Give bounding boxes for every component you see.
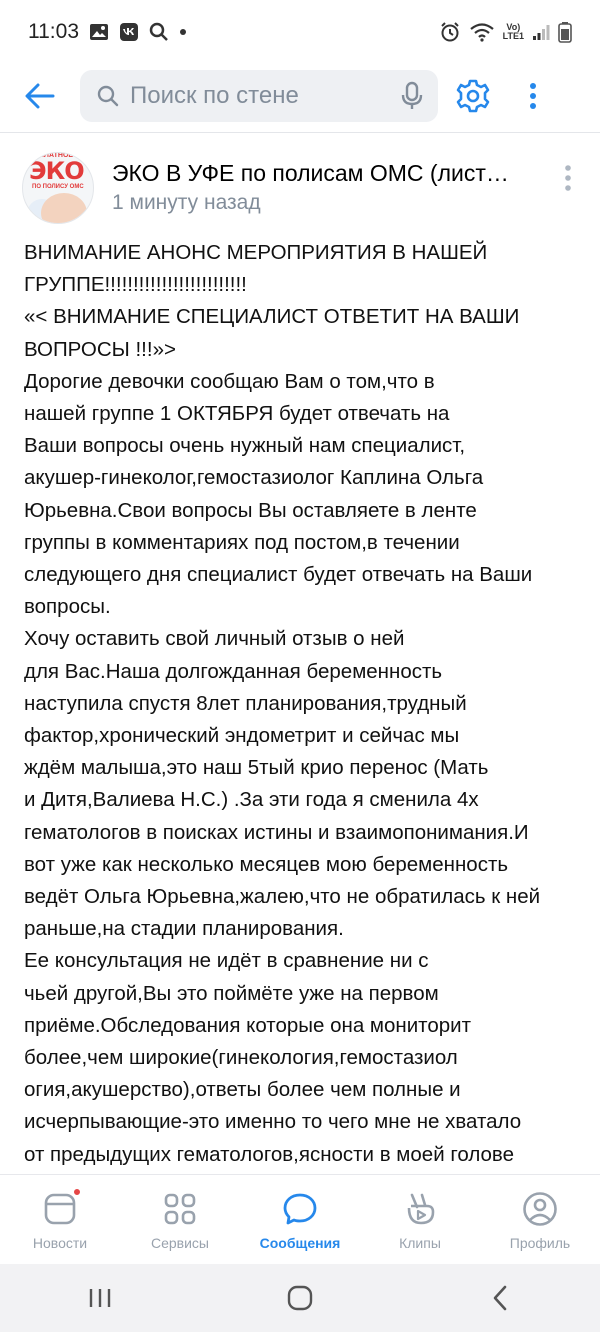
recent-apps-button[interactable] xyxy=(55,1268,145,1328)
back-button[interactable] xyxy=(0,64,80,128)
signal-icon xyxy=(532,23,550,41)
post-time: 1 минуту назад xyxy=(112,191,261,214)
tab-messages-label: Сообщения xyxy=(259,1235,341,1251)
search-notification-icon xyxy=(149,22,169,42)
microphone-button[interactable] xyxy=(400,81,424,111)
dot-notification-icon xyxy=(179,28,187,36)
lte-label: LTE1 xyxy=(502,31,524,41)
battery-icon xyxy=(558,21,572,43)
bottom-tab-bar xyxy=(0,1174,600,1264)
tab-clips-label: Клипы xyxy=(399,1235,441,1251)
microphone-icon xyxy=(400,81,424,111)
wall-header xyxy=(0,64,600,128)
news-icon xyxy=(40,1189,80,1229)
home-button[interactable] xyxy=(255,1268,345,1328)
search-placeholder: Поиск по стене xyxy=(130,82,299,109)
gear-icon xyxy=(455,78,491,114)
tab-profile-label: Профиль xyxy=(509,1235,571,1251)
search-icon xyxy=(96,84,120,108)
avatar-logo-sub: ПО ПОЛИСУ ОМС xyxy=(32,184,84,190)
vk-notification-icon xyxy=(119,22,139,42)
alarm-icon xyxy=(439,21,461,43)
lte-indicator xyxy=(503,23,524,41)
post-more-button[interactable] xyxy=(556,158,580,198)
tab-services[interactable] xyxy=(120,1189,240,1251)
more-vertical-icon xyxy=(564,164,572,192)
system-nav-bar xyxy=(0,1264,600,1332)
arrow-left-icon xyxy=(25,83,55,109)
news-badge xyxy=(72,1187,82,1197)
system-back-button[interactable] xyxy=(455,1268,545,1328)
post-author[interactable]: ЭКО В УФЕ по полисам ОМС (лист… xyxy=(112,160,509,186)
post-text: ВНИМАНИЕ АНОНС МЕРОПРИЯТИЯ В НАШЕЙ ГРУППЕ!!!!!!!!!!!!!!!!!!!!!!!!! «< ВНИМАНИЕ СПЕЦИАЛИСТ ОТВЕТИТ НА ВАШИ ВОПРОСЫ !!!»> Дорогие девочки сообщаю Вам о том,что в нашей группе 1 ОКТЯБРЯ будет отвечать на Ваши вопросы очень нужный нам специалист, акушер-гинеколог,гемостазиолог Каплина Ольга Юрьевна.Свои вопросы Вы оставляете в ленте группы в комментариях под постом,в течении следующего дня специалист будет отвечать на Ваши вопросы. Хочу оставить свой личный отзыв о ней для Вас.Наша долгожданная беременность наступила спустя 8лет планирования,трудный фактор,хронический эндометрит и сейчас мы ждём малыша,это наш 5тый крио перенос (Мать и Дитя,Валиева Н.С.) .За эти года я сменила 4х гематологов в поисках истины и взаимопонимания.И вот уже как несколько месяцев мою беременность ведёт Ольга Юрьевна,жалею,что не обратилась к ней раньше,на стадии планирования. Ее консультация не идёт в сравнение ни с чьей другой,Вы это поймёте уже на первом приёме.Обследования которые она мониторит более,чем широкие(гинекология,гемостазиол огия,акушерство),ответы более чем полные и исчерпывающие-это именно то чего мне не хватало от предыдущих гематологов,ясности в моей голове xyxy=(24,241,541,1166)
wall-search-input[interactable] xyxy=(80,70,438,122)
tab-news-label: Новости xyxy=(32,1235,88,1251)
tab-services-label: Сервисы xyxy=(150,1235,209,1251)
post-meta xyxy=(112,158,542,218)
status-time: 11:03 xyxy=(28,20,79,43)
volte-label: Vo) xyxy=(506,22,521,32)
settings-button[interactable] xyxy=(438,64,508,128)
avatar-logo-top: ПЛАТНОЕ xyxy=(39,152,74,159)
tab-messages[interactable] xyxy=(240,1189,360,1251)
group-avatar[interactable] xyxy=(22,152,94,224)
chevron-left-icon xyxy=(492,1285,508,1311)
post-header xyxy=(0,150,600,226)
tab-news[interactable] xyxy=(0,1189,120,1251)
clips-icon xyxy=(400,1189,440,1229)
gallery-notification-icon xyxy=(89,23,109,41)
more-options-button[interactable] xyxy=(508,64,558,128)
more-vertical-icon xyxy=(529,82,537,110)
recent-apps-icon xyxy=(88,1287,112,1309)
wifi-icon xyxy=(469,22,495,42)
tab-profile[interactable] xyxy=(480,1189,600,1251)
tab-clips[interactable] xyxy=(360,1189,480,1251)
header-divider xyxy=(0,132,600,133)
services-icon xyxy=(160,1189,200,1229)
profile-icon xyxy=(520,1189,560,1229)
messages-icon xyxy=(280,1189,320,1229)
avatar-logo-text: ЭКО xyxy=(29,157,84,185)
home-icon xyxy=(287,1285,313,1311)
avatar-baby-image xyxy=(41,193,87,224)
status-bar xyxy=(0,0,600,64)
